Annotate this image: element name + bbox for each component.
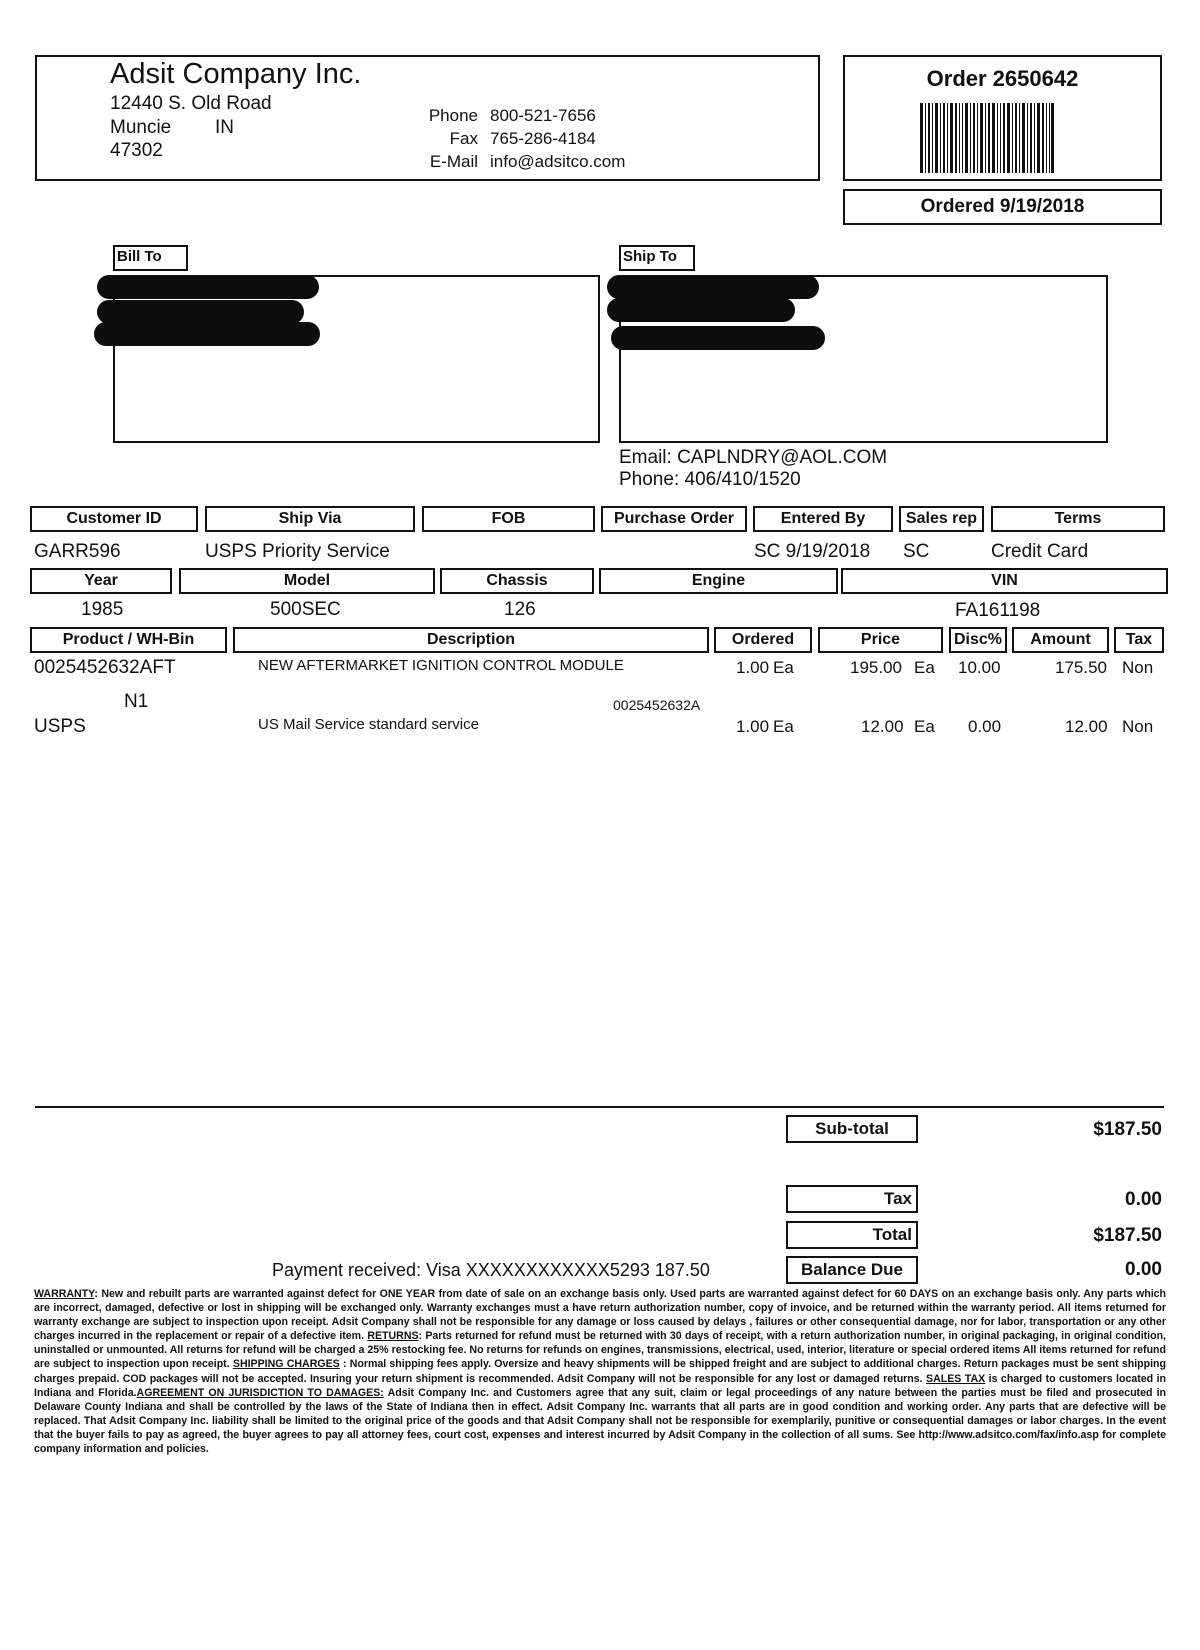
col-header-customer-id: Customer ID [30,506,198,532]
redaction-bar [607,298,795,322]
col-header-terms: Terms [991,506,1165,532]
returns-text: : Parts returned for refund must be returned with 30 days of receipt, with a return authorization number, in original packaging, in original condition, uninstalled or unmounted. All returns for refund will be charged a 25% restocking fee. No returns for refunds on engines, transmissions, electrical, used, interior, literature or special ordered items All items returned for refund are subject to inspection upon receipt. [34,1330,1166,1371]
shipping-text: : Normal shipping fees apply. Oversize and heavy shipments will be shipped freight and are subject to additional charges. Return packages must be sent shipping charges prepaid. COD packages will not be accepted. Insuring your return shipment is recommended. Adsit Company will not be responsible for any lost or damaged returns. [34,1358,1166,1385]
sales-tax-text: is charged to customers located in Indiana and Florida. [34,1372,1166,1399]
entered-by: SC 9/19/2018 [754,541,871,562]
redaction-bar [607,275,819,299]
subtotal-value: $187.50 [1093,1119,1162,1140]
amount: 175.50 [1055,658,1107,677]
col-header-ship-via: Ship Via [205,506,415,532]
col-header-entered-by: Entered By [753,506,893,532]
col-header-disc: Disc% [949,627,1007,653]
product-code: 0025452632AFT [34,657,176,678]
product-code: USPS [34,716,86,737]
price-unit: Ea [914,658,935,677]
ordered-unit: Ea [773,717,794,736]
col-header-description: Description [233,627,709,653]
vehicle-vin: FA161198 [955,600,1041,621]
balance-due-label: Balance Due [786,1256,918,1284]
col-header-engine: Engine [599,568,838,594]
balance-due-value: 0.00 [1125,1259,1162,1280]
col-header-year: Year [30,568,172,594]
fax-label: Fax [449,129,478,148]
phone-value: 800-521-7656 [490,106,596,125]
company-street: 12440 S. Old Road [110,93,272,114]
unit-price: 195.00 [850,658,902,677]
col-header-amount: Amount [1012,627,1109,653]
discount: 10.00 [958,658,1001,677]
terms: Credit Card [991,541,1089,562]
barcode [920,103,1054,173]
col-header-purchase-order: Purchase Order [601,506,747,532]
tax-value: 0.00 [1125,1189,1162,1210]
company-city: Muncie [110,117,172,138]
ordered-qty: 1.00 [736,658,770,677]
total-value: $187.50 [1093,1225,1162,1246]
ship-to-label: Ship To [623,248,677,265]
returns-heading: RETURNS [367,1330,419,1343]
col-header-model: Model [179,568,435,594]
redaction-bar [97,300,304,324]
company-name: Adsit Company Inc. [110,58,362,90]
col-header-vin: VIN [841,568,1168,594]
phone-label: Phone [428,106,478,125]
col-header-tax: Tax [1114,627,1164,653]
item-description: NEW AFTERMARKET IGNITION CONTROL MODULE [258,657,624,674]
order-number: Order 2650642 [926,66,1079,91]
ordered-date: Ordered 9/19/2018 [920,196,1085,217]
amount: 12.00 [1065,717,1108,736]
warranty-heading: WARRANTY [34,1288,95,1300]
email-value: info@adsitco.com [490,152,626,171]
col-header-ordered: Ordered [714,627,812,653]
vehicle-chassis: 126 [504,599,536,620]
sales-rep: SC [903,541,930,562]
col-header-fob: FOB [422,506,595,532]
email-label: E-Mail [429,152,478,171]
discount: 0.00 [968,717,1002,736]
tax-code: Non [1122,658,1154,677]
redaction-bar [611,326,825,350]
agreement-heading: AGREEMENT ON JURISDICTION TO DAMAGES: [136,1386,384,1399]
payment-received: Payment received: Visa XXXXXXXXXXXX5293 187.50 [272,1260,710,1280]
sales-tax-heading: SALES TAX [926,1372,986,1385]
warranty-text: : New and rebuilt parts are warranted against defect for ONE YEAR from date of sale on an exchange basis only. Used parts are warranted against defect for 60 DAYS on an exchange basis only. Any parts which are incorrect, damaged, defective or lost in shipping will be exchanged only. Warranty exchanges must a have return authorization number, copy of invoice, and be returned within the warranty period. All items returned for warranty exchange are subject to inspection upon receipt. Adsit Company shall not be responsible for any damage or loss caused by delays , failures or other consequential damage, nor for labor, transportation or any other charges incurred in the replacement or repair of a defective item. [34,1288,1166,1343]
col-header-chassis: Chassis [440,568,594,594]
item-description: US Mail Service standard service [258,716,479,733]
item-sub-reference: 0025452632A [613,697,701,713]
price-unit: Ea [914,717,935,736]
redaction-bar [97,275,319,299]
totals-divider [35,1106,1164,1108]
legal-terms [34,1287,1166,1456]
subtotal-label: Sub-total [786,1115,918,1143]
shipping-heading: SHIPPING CHARGES [232,1358,340,1371]
tax-label: Tax [786,1185,918,1213]
customer-id: GARR596 [34,541,121,562]
company-zip: 47302 [110,140,163,161]
vehicle-model: 500SEC [270,599,341,620]
redaction-bar [94,322,320,346]
ship-to-phone: Phone: 406/410/1520 [619,469,801,490]
tax-code: Non [1122,717,1154,736]
ship-via: USPS Priority Service [205,541,390,562]
agreement-text: Adsit Company Inc. and Customers agree that any suit, claim or legal proceedings of any nature between the parties must be filed and prosecuted in Delaware County Indiana and shall be controlled by the laws of the State of Indiana then in effect. Adsit Company Inc. warrants that all parts are in good condition and working order. Any parts that are defective will be replaced. That Adsit Company Inc. liability shall be limited to the original price of the goods and that Adsit Company shall not be responsible for exemplarily, punitive or consequential damages or labor charges. In the event that the buyer fails to pay as agreed, the buyer agrees to pay all attorney fees, court cost, expenses and interest incurred by Adsit Company in the collection of all sums. See http://www.adsitco.com/fax/info.asp for complete company information and policies. [34,1386,1167,1456]
vehicle-year: 1985 [81,599,124,620]
col-header-sales-rep: Sales rep [899,506,984,532]
total-label: Total [786,1221,918,1249]
warehouse-bin: N1 [124,691,149,712]
unit-price: 12.00 [861,717,904,736]
col-header-product: Product / WH-Bin [30,627,227,653]
bill-to-label: Bill To [117,248,162,265]
ship-to-email: Email: CAPLNDRY@AOL.COM [619,447,888,468]
ordered-qty: 1.00 [736,717,770,736]
fax-value: 765-286-4184 [490,129,596,148]
ordered-unit: Ea [773,658,794,677]
company-state: IN [215,117,234,138]
col-header-price: Price [818,627,943,653]
